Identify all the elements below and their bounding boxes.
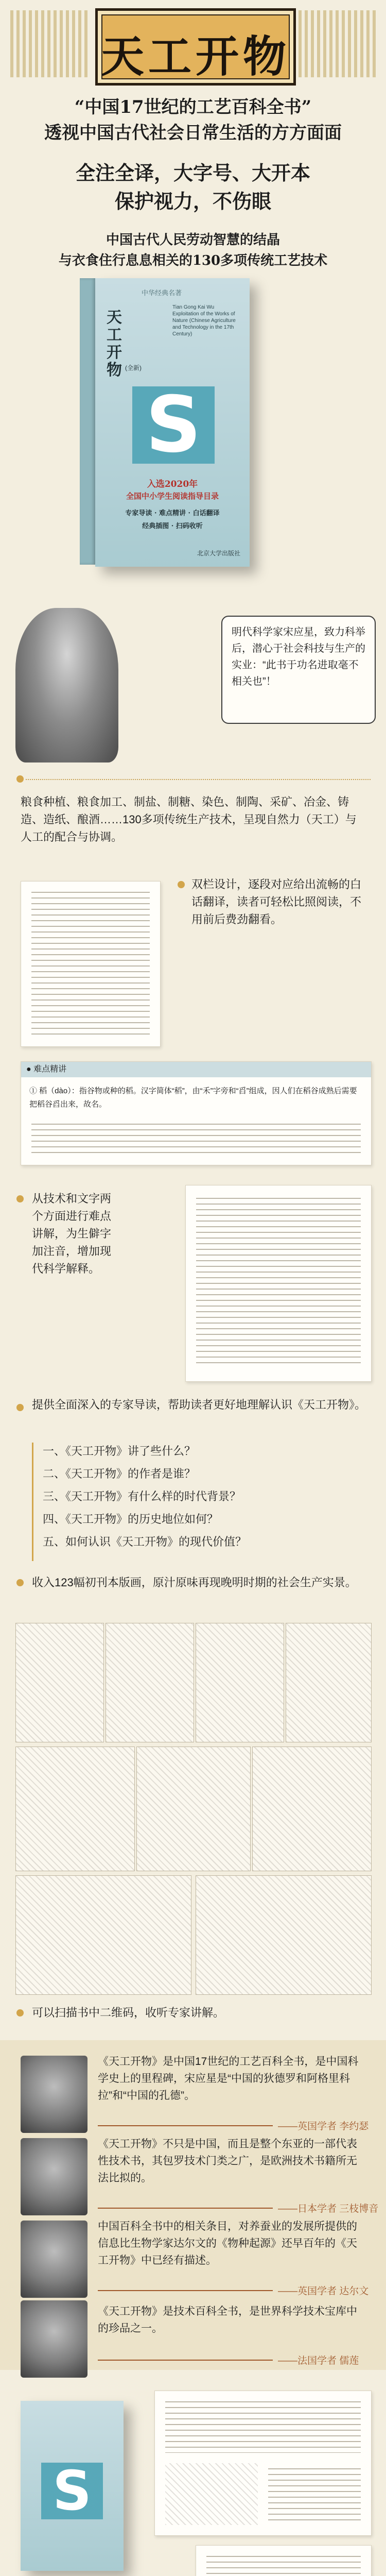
- bullet-dot: [16, 2009, 24, 2016]
- sample-page-left: [21, 881, 161, 1047]
- quote-text: 《天工开物》不只是中国，而且是整个东亚的一部代表性技术书，其包罗技术门类之广，是欧洲技术书籍所无法比拟的。: [98, 2138, 357, 2184]
- author-note: 明代科学家宋应星，致力科举后，潜心于社会科技与生产的实业：“此书于功名进取毫不相关也”！: [221, 616, 376, 724]
- section-4-text: 提供全面深入的专家导读，帮助读者更好地理解认识《天工开物》。: [32, 1398, 366, 1411]
- quote-divider: [98, 2125, 273, 2126]
- book-cover-small: [21, 2401, 124, 2571]
- quote-divider: [98, 2208, 273, 2209]
- explain-body: ① 稻（dào）：指谷物或种的稻。汉字简体“稻”，由“禾”字旁和“舀”组成，因人们在稻谷成熟后需要把稻谷舀出来，故名。: [29, 1087, 357, 1109]
- woodcut-illustration: [136, 1747, 251, 1871]
- quote-divider: [98, 2360, 273, 2361]
- decor-stripes-right: [299, 10, 376, 77]
- explain-box: [21, 1061, 372, 1165]
- bullet-dot: [16, 1404, 24, 1411]
- book-award-2: 全国中小学生阅读指导目录: [126, 492, 219, 501]
- quote-author: ——英国学者 李约瑟: [278, 2121, 369, 2132]
- portrait-saegusa: [21, 2138, 87, 2215]
- woodcut-illustration: [286, 1623, 372, 1742]
- woodcut-illustration: [106, 1623, 194, 1742]
- section-3-text: 从技术和文字两个方面进行难点讲解，为生僻字加注音，增加现代科学解释。: [32, 1192, 112, 1275]
- open-book-spread: [154, 2391, 372, 2536]
- woodcut-illustration: [15, 1875, 191, 1995]
- quote-author: ——日本学者 三枝博音: [278, 2204, 379, 2214]
- book-series: 中华经典名著: [142, 289, 182, 297]
- book-s-logo: S: [132, 386, 215, 464]
- decor-stripes-left: [10, 10, 87, 77]
- desc-1: 中国古代人民劳动智慧的结晶: [106, 232, 280, 248]
- feature-2: 保护视力，不伤眼: [114, 190, 271, 213]
- question-item: 一、《天工开物》讲了些什么？: [43, 1445, 196, 1458]
- subtitle-2: 透视中国古代社会日常生活的方方面面: [44, 123, 342, 143]
- book-spine: [80, 278, 95, 565]
- bullet-dot: [16, 1579, 24, 1586]
- question-item: 五、如何认识《天工开物》的现代价值？: [43, 1535, 247, 1548]
- book-edition: (全新): [125, 364, 142, 371]
- quote-text: 《天工开物》是技术百科全书，是世界科学技术宝库中的珍品之一。: [98, 2306, 357, 2334]
- section-6-text: 可以扫描书中二维码，收听专家讲解。: [32, 2006, 225, 2019]
- dotted-line: [26, 779, 371, 780]
- desc-2: 与衣食住行息息相关的130多项传统工艺技术: [58, 253, 328, 268]
- woodcut-illustration: [15, 1747, 135, 1871]
- book-cover: [95, 278, 250, 567]
- sample-page-right: [185, 1185, 372, 1382]
- book-title: 天工开物: [107, 309, 122, 379]
- book-award: 入选2020年: [147, 479, 198, 489]
- book-title-en: Tian Gong Kai Wu Exploitation of the Works of Nature (Chinese Agriculture and Technology in the 17th Century): [172, 304, 236, 337]
- section-1-text: 粮食种植、粮食加工、制盐、制糖、染色、制陶、采矿、冶金、铸造、造纸、酿酒……130多项传统生产技术，呈现自然力（天工）与人工的配合与协调。: [21, 795, 357, 843]
- book-publisher: 北京大学出版社: [197, 550, 240, 557]
- explain-header: ● 难点精讲: [21, 1062, 371, 1077]
- section-5-text: 收入123幅初刊本版画，原汁原味再现晚明时期的社会生产实景。: [32, 1576, 357, 1589]
- woodcut-illustration: [196, 1875, 372, 1995]
- question-item: 三、《天工开物》有什么样的时代背景？: [43, 1490, 241, 1503]
- quote-text: 中国百科全书中的相关条目，对养蚕业的发展所提供的信息比生物学家达尔文的《物种起源》还早百年的《天工开物》中已经有描述。: [98, 2221, 357, 2266]
- quote-divider: [98, 2290, 273, 2291]
- question-item: 四、《天工开物》的历史地位如何？: [43, 1513, 219, 1526]
- feature-1: 全注全译，大字号、大开本: [75, 161, 310, 184]
- page-title: 天工开物: [100, 31, 290, 82]
- portrait-darwin: [21, 2221, 87, 2298]
- quote-author: ——英国学者 达尔文: [278, 2286, 369, 2297]
- book-tags-2: 经典插图 · 扫码收听: [142, 522, 203, 530]
- question-item: 二、《天工开物》的作者是谁？: [43, 1467, 196, 1480]
- portrait-needham: [21, 2056, 87, 2133]
- subtitle-1: “中国17世纪的工艺百科全书”: [74, 97, 312, 117]
- book-s-logo-small: S: [41, 2463, 103, 2519]
- woodcut-illustration: [15, 1623, 104, 1742]
- bullet-dot: [16, 1195, 24, 1202]
- section-2-text: 双栏设计，逐段对应给出流畅的白话翻译，读者可轻松比照阅读，不用前后费劲翻看。: [191, 878, 362, 926]
- title-banner: [95, 8, 296, 86]
- open-book-spread-2: [196, 2545, 372, 2576]
- questions-list: [32, 1443, 366, 1561]
- bullet-dot: [178, 881, 185, 888]
- portrait-julien: [21, 2300, 87, 2378]
- book-tags-1: 专家导读 · 难点精讲 · 白话翻译: [125, 510, 220, 517]
- bullet-dot: [16, 775, 24, 783]
- woodcut-illustration: [196, 1623, 284, 1742]
- author-statue: [15, 608, 118, 762]
- woodcut-illustration: [252, 1747, 372, 1871]
- quote-author: ——法国学者 儒莲: [278, 2355, 359, 2366]
- quote-text: 《天工开物》是中国17世纪的工艺百科全书，是中国科学史上的里程碑，宋应星是“中国的狄德罗和阿格里科拉”和“中国的孔德”。: [98, 2056, 359, 2102]
